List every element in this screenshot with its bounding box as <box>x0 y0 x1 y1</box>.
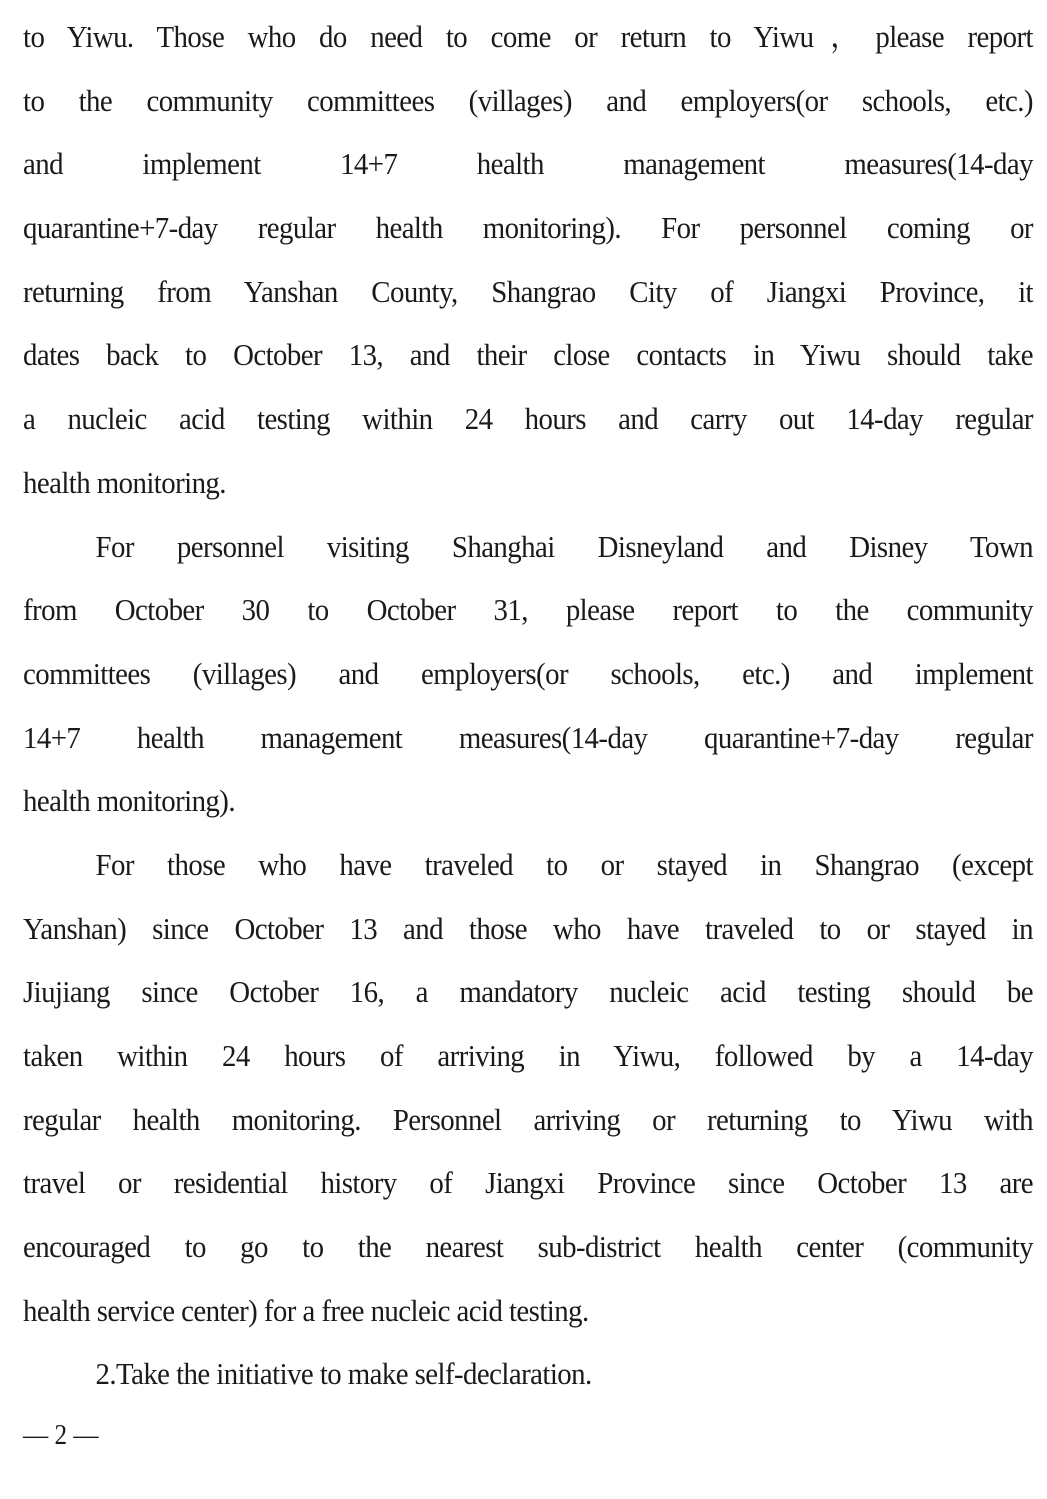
text-line: 14+7 health management measures(14-day quarantine+7-day regular <box>23 719 1033 755</box>
text-line: 2.Take the initiative to make self-declaration. <box>95 1356 592 1392</box>
text-line: health monitoring). <box>23 783 235 819</box>
paragraph <box>23 838 1033 1348</box>
text-line: quarantine+7-day regular health monitoring). For personnel coming or <box>23 210 1033 246</box>
page-number: — 2 — <box>23 1420 99 1451</box>
text-line: committees (villages) and employers(or schools, etc.) and implement <box>23 655 1033 691</box>
text-line: from October 30 to October 31, please report to the community <box>23 592 1033 628</box>
paragraph <box>23 10 1033 520</box>
text-line: to the community committees (villages) and employers(or schools, etc.) <box>23 82 1033 118</box>
text-line: travel or residential history of Jiangxi Province since October 13 are <box>23 1165 1033 1201</box>
text-line: a nucleic acid testing within 24 hours and carry out 14-day regular <box>23 401 1033 437</box>
document-page <box>23 10 1033 1411</box>
text-line: encouraged to go to the nearest sub-district health center (community <box>23 1229 1033 1265</box>
text-line: health service center) for a free nucleic acid testing. <box>23 1292 589 1328</box>
paragraph <box>23 520 1033 838</box>
text-line: regular health monitoring. Personnel arriving or returning to Yiwu with <box>23 1101 1033 1137</box>
text-line: Jiujiang since October 16, a mandatory nucleic acid testing should be <box>23 974 1033 1010</box>
text-line: health monitoring. <box>23 464 226 500</box>
text-line: taken within 24 hours of arriving in Yiwu, followed by a 14-day <box>23 1038 1033 1073</box>
text-line: dates back to October 13, and their close contacts in Yiwu should take <box>23 337 1033 373</box>
text-line: For personnel visiting Shanghai Disneyland and Disney Town <box>95 528 1033 564</box>
text-line: For those who have traveled to or stayed in Shangrao (except <box>95 846 1033 882</box>
paragraph <box>23 1347 1033 1411</box>
text-line: Yanshan) since October 13 and those who have traveled to or stayed in <box>23 910 1033 946</box>
text-line: and implement 14+7 health management measures(14-day <box>23 146 1033 182</box>
text-line: to Yiwu. Those who do need to come or return to Yiwu，please report <box>23 19 1033 54</box>
text-line: returning from Yanshan County, Shangrao City of Jiangxi Province, it <box>23 273 1033 309</box>
